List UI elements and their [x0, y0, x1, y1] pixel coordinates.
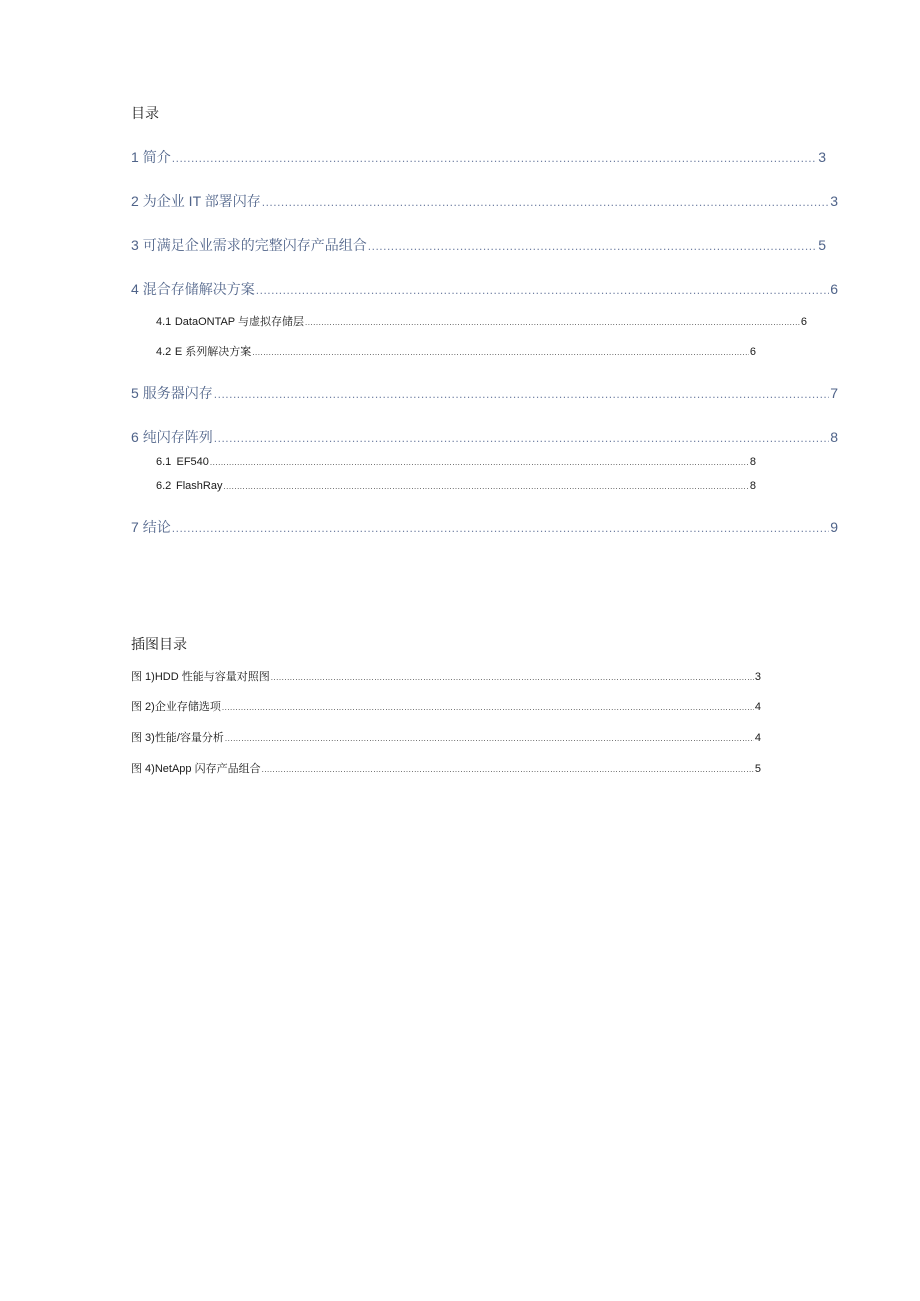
toc-entry-title: FlashRay: [175, 480, 223, 492]
toc-entry-title: 简介: [142, 149, 171, 165]
toc-entry-number: 6: [131, 429, 139, 445]
toc-leader-dots: [172, 521, 829, 535]
figure-entry-2[interactable]: [131, 698, 761, 714]
figure-entry-title: 图 3)性能/容量分析: [131, 732, 224, 744]
figure-entry-page: 4: [754, 732, 761, 744]
toc-leader-dots: [271, 673, 754, 682]
toc-entry-number: 4.1: [156, 316, 172, 328]
toc-entry-page: 3: [830, 193, 838, 209]
toc-leader-dots: [223, 482, 748, 491]
toc-leader-dots: [222, 703, 754, 712]
toc-entry-3[interactable]: [131, 235, 826, 255]
toc-entry-number: 6.2: [156, 480, 172, 492]
toc-entry-5[interactable]: [131, 383, 838, 403]
toc-entry-number: 6.1: [156, 456, 172, 468]
figures-heading: 插图目录: [131, 636, 187, 652]
toc-entry-2[interactable]: [131, 191, 838, 211]
toc-entry-page: 9: [830, 519, 838, 535]
figure-entry-page: 4: [754, 701, 761, 713]
toc-entry-6-1[interactable]: [156, 456, 756, 468]
toc-leader-dots: [252, 348, 749, 357]
figure-entry-3[interactable]: [131, 729, 761, 745]
toc-leader-dots: [210, 458, 749, 467]
toc-entry-title: 服务器闪存: [142, 385, 213, 401]
toc-entry-title: 混合存储解决方案: [142, 281, 255, 297]
figure-entry-page: 3: [754, 671, 761, 683]
toc-entry-page: 6: [830, 281, 838, 297]
toc-leader-dots: [256, 283, 829, 297]
toc-entry-1[interactable]: [131, 147, 826, 167]
toc-entry-number: 4.2: [156, 346, 172, 358]
toc-entry-title: 为企业 IT 部署闪存: [142, 193, 261, 209]
toc-entry-6-2[interactable]: [156, 480, 756, 492]
toc-entry-page: 5: [818, 237, 826, 253]
figure-entry-1[interactable]: [131, 668, 761, 684]
toc-leader-dots: [368, 239, 817, 253]
toc-entry-number: 5: [131, 385, 139, 401]
toc-entry-number: 4: [131, 281, 139, 297]
toc-leader-dots: [262, 195, 829, 209]
toc-entry-number: 3: [131, 237, 139, 253]
toc-entry-page: 7: [830, 385, 838, 401]
toc-leader-dots: [225, 734, 754, 743]
toc-entry-title: E 系列解决方案: [174, 346, 252, 358]
toc-entry-page: 8: [749, 456, 756, 468]
toc-entry-title: EF540: [176, 456, 209, 468]
figure-entry-page: 5: [754, 763, 761, 775]
toc-entry-title: 纯闪存阵列: [142, 429, 213, 445]
toc-leader-dots: [214, 387, 829, 401]
toc-entry-page: 6: [800, 316, 807, 328]
toc-leader-dots: [305, 318, 800, 327]
toc-entry-number: 7: [131, 519, 139, 535]
toc-entry-number: 1: [131, 149, 139, 165]
toc-entry-page: 6: [749, 346, 756, 358]
toc-entry-6[interactable]: [131, 427, 838, 447]
figure-entry-title: 图 1)HDD 性能与容量对照图: [131, 671, 270, 683]
toc-entry-title: 可满足企业需求的完整闪存产品组合: [142, 237, 367, 253]
toc-leader-dots: [172, 151, 817, 165]
toc-entry-4-1[interactable]: [156, 313, 807, 329]
toc-entry-7[interactable]: [131, 517, 838, 537]
toc-entry-title: 结论: [142, 519, 171, 535]
toc-entry-number: 2: [131, 193, 139, 209]
figure-entry-4[interactable]: [131, 760, 761, 776]
toc-entry-page: 8: [830, 429, 838, 445]
toc-leader-dots: [262, 765, 754, 774]
toc-entry-4[interactable]: [131, 279, 838, 299]
toc-heading: 目录: [131, 105, 159, 121]
figure-entry-title: 图 4)NetApp 闪存产品组合: [131, 763, 261, 775]
toc-leader-dots: [214, 431, 829, 445]
toc-entry-title: DataONTAP 与虚拟存储层: [174, 316, 304, 328]
toc-entry-page: 3: [818, 149, 826, 165]
toc-entry-page: 8: [749, 480, 756, 492]
figure-entry-title: 图 2)企业存储选项: [131, 701, 221, 713]
toc-entry-4-2[interactable]: [156, 343, 756, 359]
